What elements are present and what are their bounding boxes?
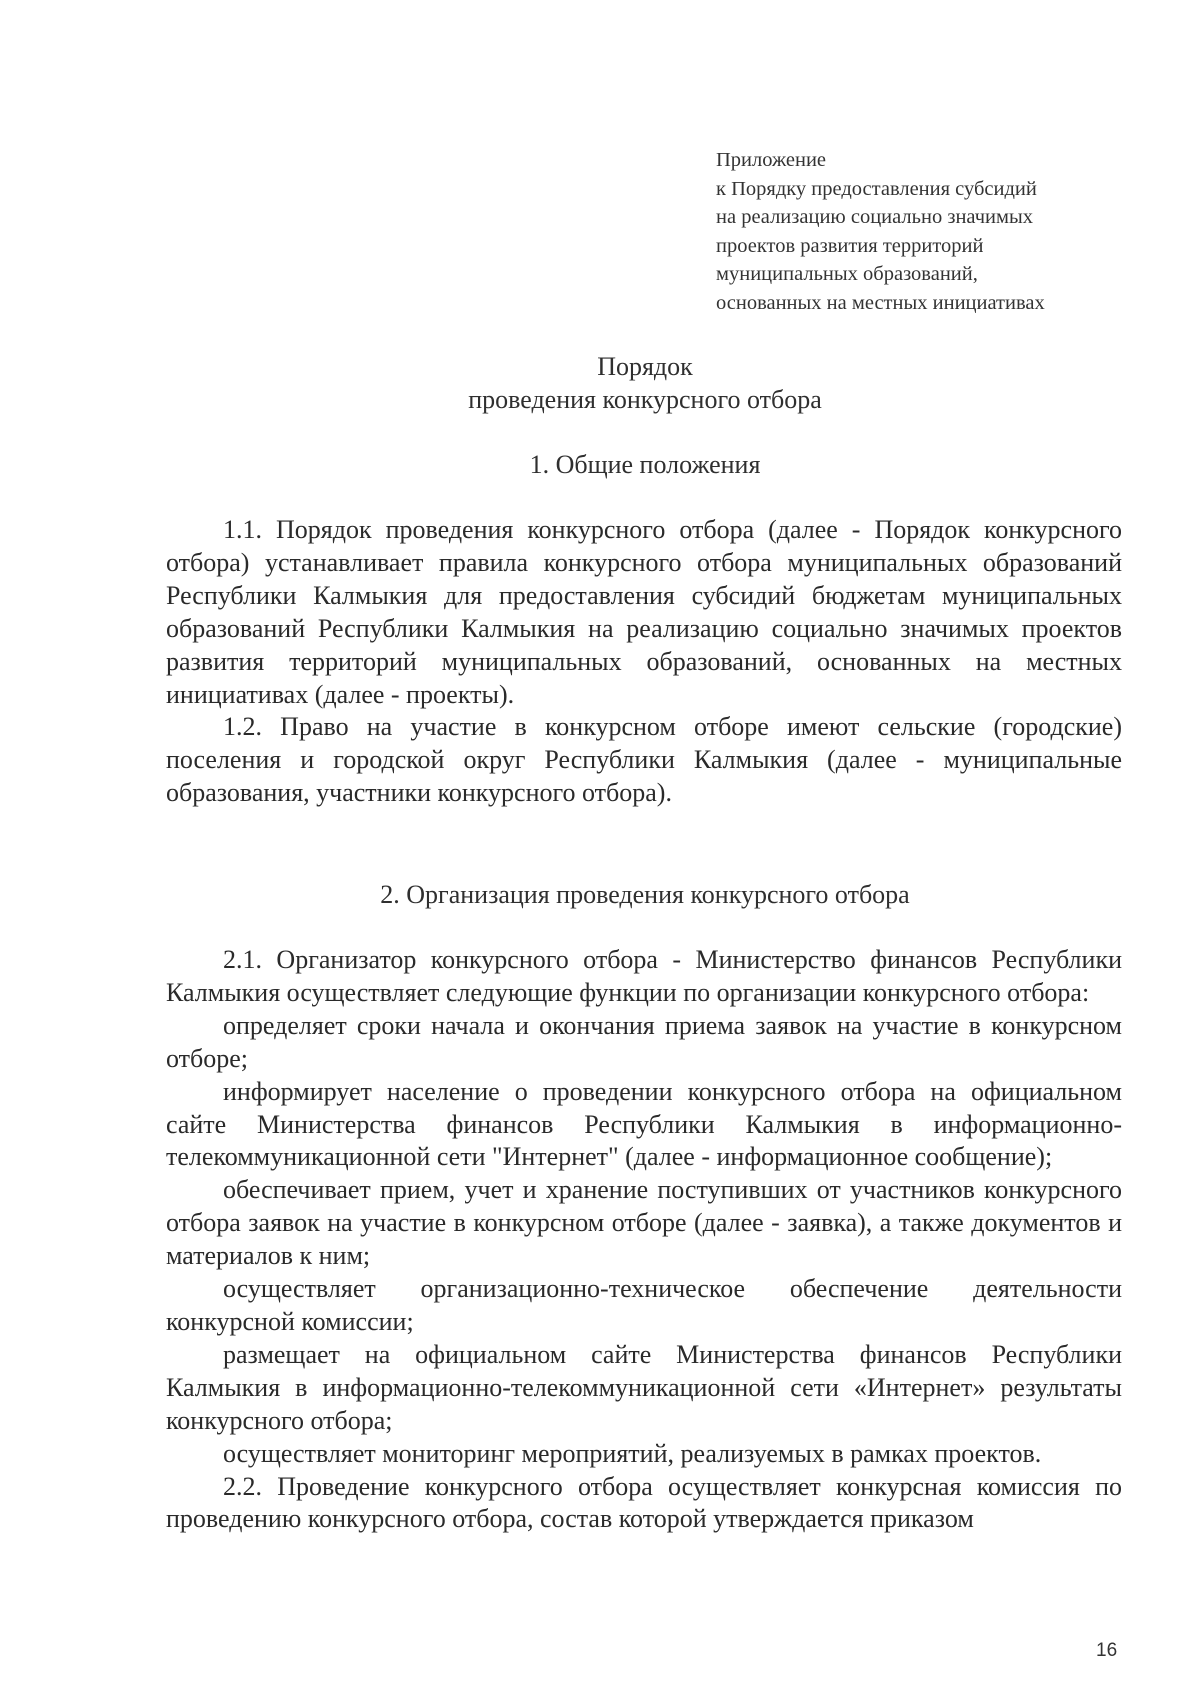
paragraph: обеспечивает прием, учет и хранение поступивших от участников конкурсного отбора заявок на участие в конкурсном отборе (далее - заявка), а также документов и материалов к ним; — [166, 1175, 1122, 1271]
paragraph: определяет сроки начала и окончания приема заявок на участие в конкурсном отборе; — [166, 1010, 1122, 1073]
document-subtitle: проведения конкурсного отбора — [468, 385, 822, 414]
section-heading-organization: 2. Организация проведения конкурсного отбора — [380, 880, 910, 909]
appendix-line: муниципальных образований, — [716, 263, 978, 285]
section-body-general — [166, 514, 1122, 810]
section-heading-general: 1. Общие положения — [529, 450, 761, 479]
paragraph: размещает на официальном сайте Министерства финансов Республики Калмыкия в информационно-телекоммуникационной сети «Интернет» результаты конкурсного отбора; — [166, 1339, 1122, 1435]
paragraph: 2.2. Проведение конкурсного отбора осуществляет конкурсная комиссия по проведению конкурсного отбора, состав которой утверждается приказом — [166, 1471, 1122, 1534]
appendix-line: основанных на местных инициативах — [716, 291, 1045, 314]
paragraph: 1.2. Право на участие в конкурсном отборе имеют сельские (городские) поселения и городской округ Республики Калмыкия (далее - муниципальные образования, участники конкурсного отбора). — [166, 712, 1122, 808]
appendix-note — [716, 146, 1156, 317]
appendix-line: проектов развития территорий — [716, 234, 984, 257]
page-number: 16 — [1096, 1640, 1118, 1661]
appendix-line: Приложение — [716, 149, 827, 171]
section-body-organization — [166, 944, 1122, 1536]
paragraph: информирует население о проведении конкурсного отбора на официальном сайте Министерства финансов Республики Калмыкия в информационно-телекоммуникационной сети "Интернет" (далее - информационное сообщение); — [166, 1076, 1122, 1172]
paragraph: 1.1. Порядок проведения конкурсного отбора (далее - Порядок конкурсного отбора) устанавливает правила конкурсного отбора муниципальных образований Республики Калмыкия для предоставления субсидий бюджетам муниципальных образований Республики Калмыкия на реализацию социально значимых проектов развития территорий муниципальных образований, основанных на местных инициативах (далее - проекты). — [166, 515, 1122, 709]
appendix-line: к Порядку предоставления субсидий — [716, 177, 1037, 200]
appendix-line: на реализацию социально значимых — [716, 206, 1033, 228]
paragraph: 2.1. Организатор конкурсного отбора - Министерство финансов Республики Калмыкия осуществляет следующие функции по организации конкурсного отбора: — [166, 945, 1122, 1007]
document-title: Порядок — [597, 352, 693, 381]
paragraph: осуществляет организационно-техническое обеспечение деятельности конкурсной комиссии; — [166, 1274, 1122, 1336]
paragraph: осуществляет мониторинг мероприятий, реализуемых в рамках проектов. — [223, 1438, 1042, 1468]
